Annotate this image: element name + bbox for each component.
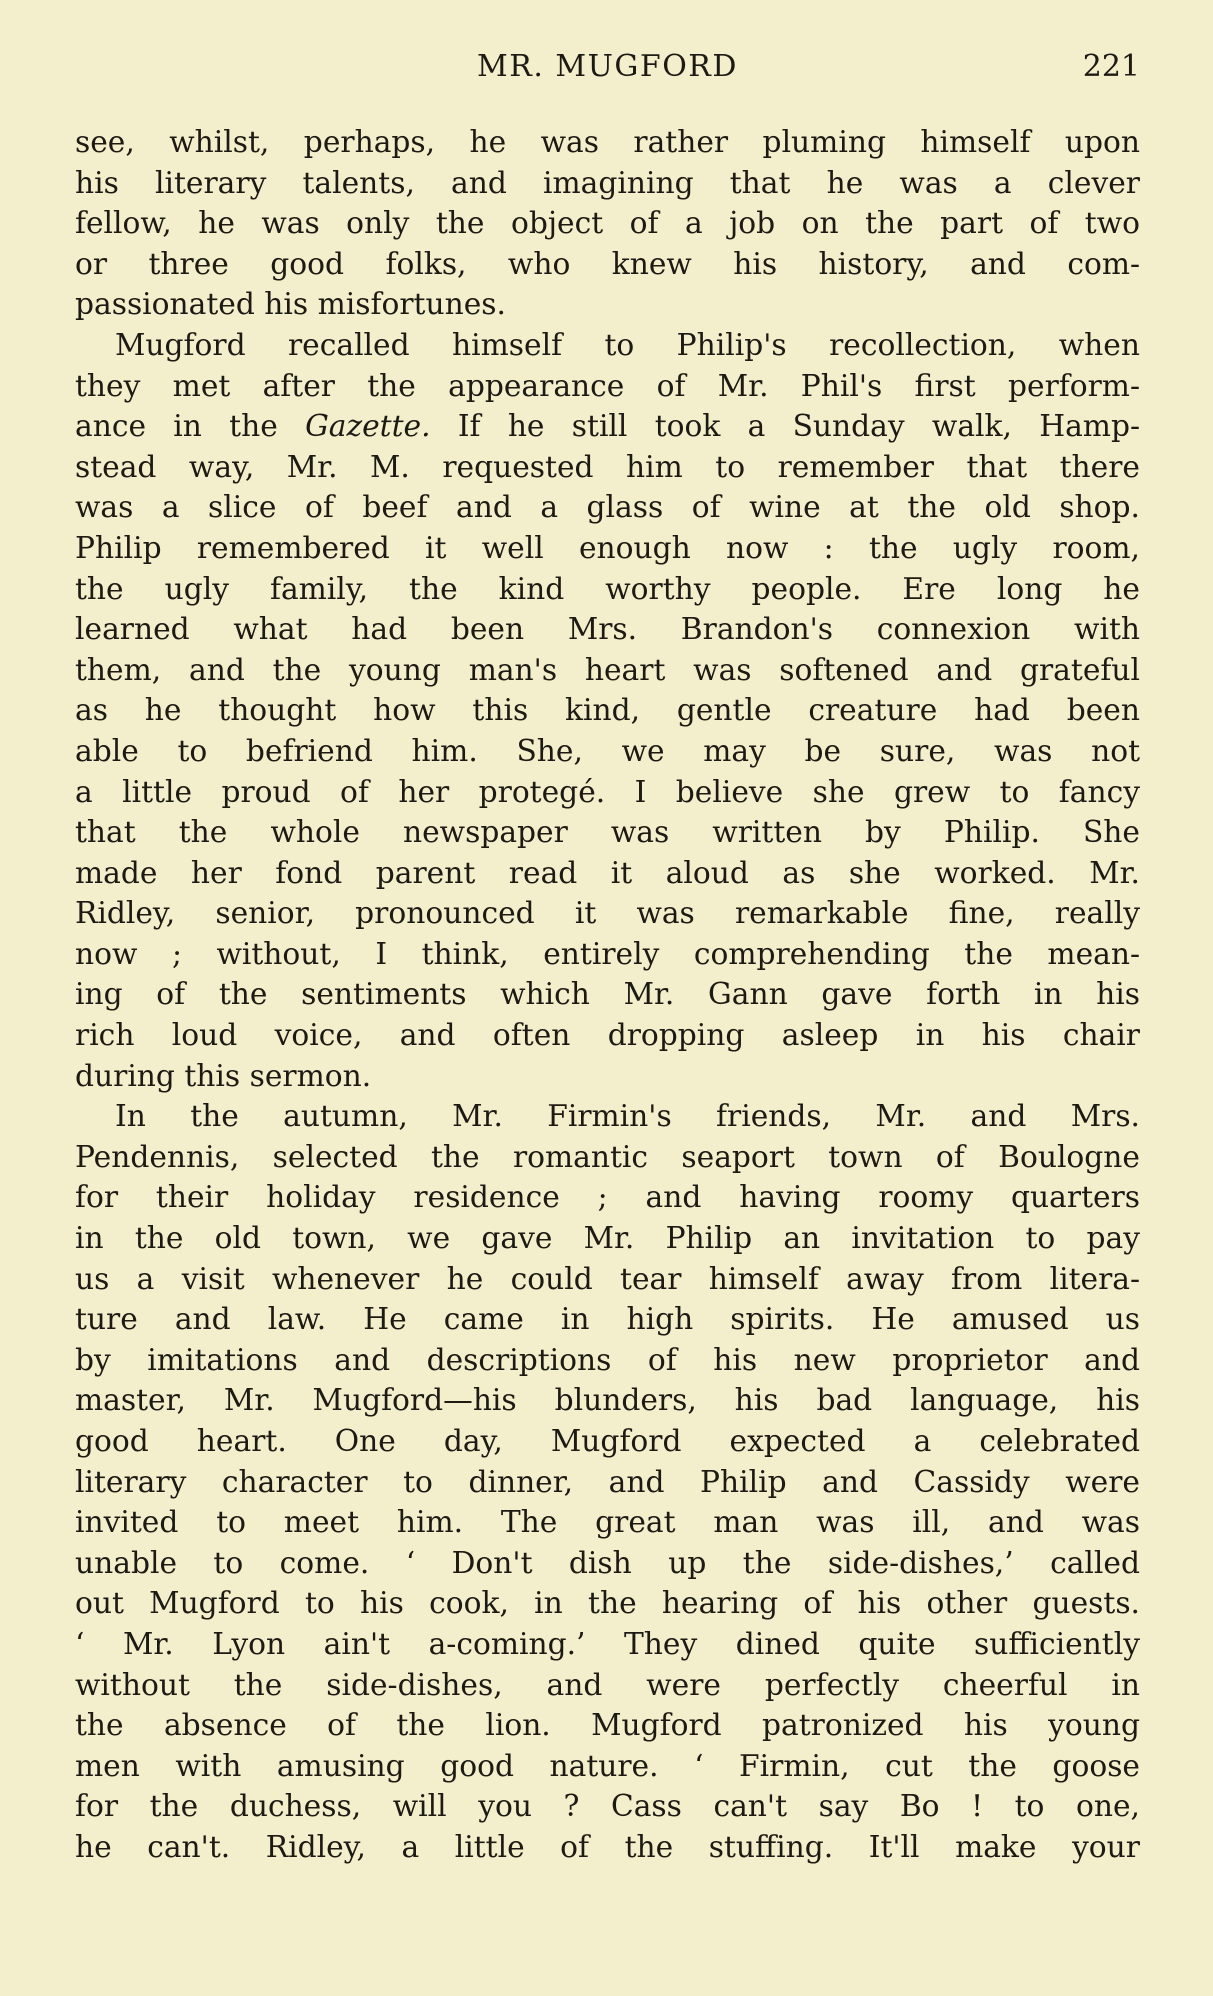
- text-line: made her fond parent read it aloud as she worked. Mr.: [75, 855, 1140, 891]
- text-line: out Mugford to his cook, in the hearing of his other guests.: [75, 1586, 1140, 1622]
- page-number: 221: [1082, 49, 1140, 84]
- text-line: good heart. One day, Mugford expected a celebrated: [75, 1424, 1140, 1459]
- text-line: ing of the sentiments which Mr. Gann gave forth in his: [75, 977, 1140, 1013]
- text-line: or three good folks, who knew his history, and com-: [75, 246, 1140, 282]
- text-line: able to befriend him. She, we may be sure, was not: [75, 733, 1140, 769]
- text-line: they met after the appearance of Mr. Phil's first perform-: [75, 368, 1140, 404]
- italic-title: Gazette.: [305, 409, 431, 445]
- text-fragment: If he still took a Sunday walk, Hamp-: [430, 409, 1140, 445]
- text-line: fellow, he was only the object of a job on the part of two: [75, 206, 1140, 242]
- text-line-with-italic: [75, 407, 1140, 448]
- text-fragment: ance in the: [75, 409, 306, 445]
- text-line: learned what had been Mrs. Brandon's connexion with: [75, 612, 1140, 648]
- text-line: stead way, Mr. M. requested him to remember that there: [75, 449, 1140, 485]
- text-line: ‘ Mr. Lyon ain't a-coming.’ They dined quite sufficiently: [75, 1626, 1140, 1662]
- text-line: as he thought how this kind, gentle creature had been: [75, 693, 1140, 729]
- text-line: Pendennis, selected the romantic seaport town of Boulogne: [75, 1139, 1140, 1175]
- text-line: now ; without, I think, entirely comprehending the mean-: [75, 936, 1140, 972]
- text-line: for the duchess, will you ? Cass can't say Bo ! to one,: [75, 1789, 1140, 1825]
- text-line: during this sermon.: [75, 1058, 372, 1094]
- page-header: [75, 44, 1140, 90]
- text-line: that the whole newspaper was written by Philip. She: [75, 815, 1140, 851]
- text-line: In the autumn, Mr. Firmin's friends, Mr. and Mrs.: [115, 1099, 1140, 1135]
- body-text: [75, 123, 1140, 1869]
- text-line: passionated his misfortunes.: [75, 287, 506, 323]
- text-line: rich loud voice, and often dropping asleep in his chair: [75, 1018, 1140, 1054]
- text-line: master, Mr. Mugford—his blunders, his bad language, his: [75, 1383, 1140, 1419]
- text-line: invited to meet him. The great man was ill, and was: [75, 1505, 1140, 1541]
- text-line: in the old town, we gave Mr. Philip an invitation to pay: [75, 1221, 1140, 1257]
- text-line: was a slice of beef and a glass of wine at the old shop.: [75, 490, 1140, 526]
- text-line: Philip remembered it well enough now : the ugly room,: [75, 530, 1140, 566]
- text-line: the ugly family, the kind worthy people. Ere long he: [75, 571, 1140, 607]
- text-line: Mugford recalled himself to Philip's recollection, when: [115, 327, 1140, 363]
- text-line: see, whilst, perhaps, he was rather pluming himself upon: [75, 125, 1140, 160]
- text-line: a little proud of her protegé. I believe she grew to fancy: [75, 774, 1140, 810]
- text-line: by imitations and descriptions of his new proprietor and: [75, 1342, 1140, 1378]
- text-line: his literary talents, and imagining that he was a clever: [75, 165, 1140, 201]
- text-line: unable to come. ‘ Don't dish up the side-dishes,’ called: [75, 1545, 1140, 1581]
- text-line: literary character to dinner, and Philip and Cassidy were: [75, 1464, 1140, 1500]
- running-head: MR. MUGFORD: [477, 49, 738, 84]
- text-line: the absence of the lion. Mugford patronized his young: [75, 1708, 1140, 1744]
- text-line: for their holiday residence ; and having roomy quarters: [75, 1180, 1140, 1216]
- text-line: them, and the young man's heart was softened and grateful: [75, 652, 1140, 688]
- text-line: us a visit whenever he could tear himself away from litera-: [75, 1261, 1140, 1297]
- text-line: men with amusing good nature. ‘ Firmin, cut the goose: [75, 1748, 1140, 1784]
- text-line: ture and law. He came in high spirits. He amused us: [75, 1302, 1140, 1338]
- text-line: he can't. Ridley, a little of the stuffing. It'll make your: [75, 1829, 1140, 1865]
- text-line: Ridley, senior, pronounced it was remarkable fine, really: [75, 896, 1140, 932]
- text-line: without the side-dishes, and were perfectly cheerful in: [75, 1667, 1140, 1703]
